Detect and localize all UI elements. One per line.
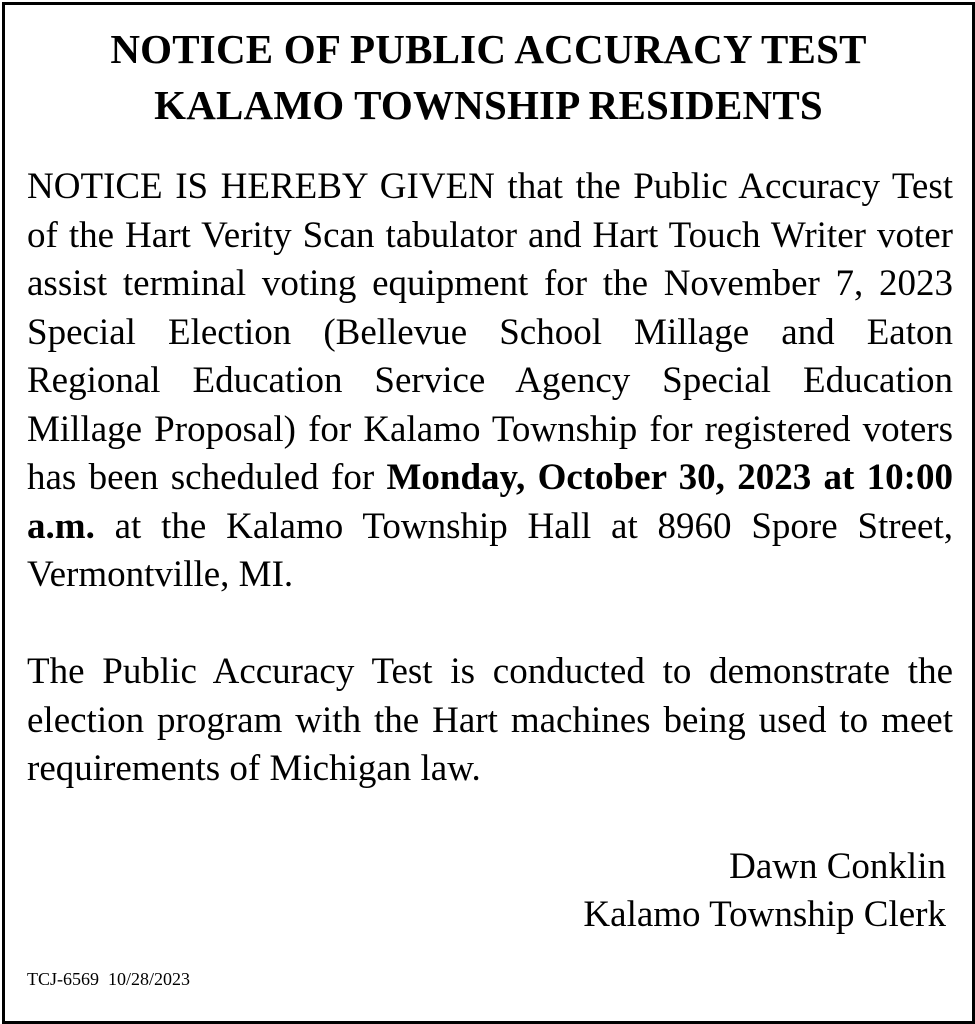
- paragraph-1-location: at the Kalamo Township Hall at 8960 Spore Street, Vermontville, MI.: [27, 505, 953, 595]
- title-line-1: NOTICE OF PUBLIC ACCURACY TEST: [110, 26, 867, 72]
- notice-paragraph-1: [27, 163, 953, 600]
- public-notice: [2, 2, 975, 1024]
- signature-block: [583, 843, 946, 939]
- paragraph-1-intro: NOTICE IS HEREBY GIVEN that the Public Accuracy Test of the Hart Verity Scan tabulator and Hart Touch Writer voter assist terminal voting equipment for the November 7, 2023 Special Election (Bellevue School Millage and Eaton Regional Education Service Agency Special Education Millage Proposal) for Kalamo Township for registered voters has been scheduled for: [27, 166, 953, 498]
- test-date-time: Monday, October 30, 2023 at 10:00 a.m.: [27, 457, 953, 547]
- title-line-2: KALAMO TOWNSHIP RESIDENTS: [154, 82, 823, 128]
- signatory-title: Kalamo Township Clerk: [583, 894, 946, 935]
- notice-paragraph-2: The Public Accuracy Test is conducted to demonstrate the election program with the Hart machines being used to meet requirements of Michigan law.: [27, 651, 953, 789]
- signatory-name: Dawn Conklin: [729, 846, 946, 887]
- reference-code: TCJ-6569 10/28/2023: [27, 969, 191, 989]
- notice-title: [5, 5, 972, 133]
